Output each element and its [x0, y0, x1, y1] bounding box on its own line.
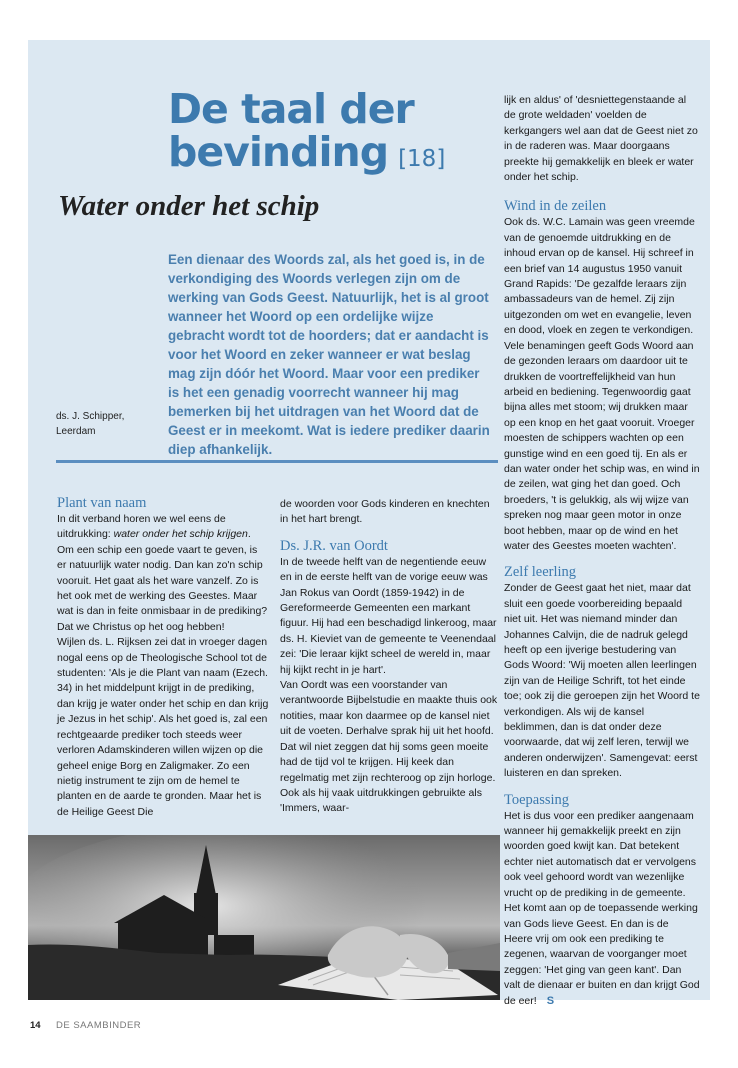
author-place: Leerdam: [56, 426, 96, 437]
emphasis-text: water onder het schip krijgen: [113, 528, 248, 541]
page-number: 14: [30, 1020, 41, 1031]
heading-plant-van-naam: Plant van naam: [57, 495, 147, 511]
article-subtitle: Water onder het schip: [58, 190, 320, 222]
article-title: [168, 85, 488, 181]
text-run: Het is dus voor een prediker aangenaam wanneer hij gemakkelijk preekt en zijn woorden goed kwijt kan. Dat betekent echter niet automatisch dat er vervolgens ook veel gehoord wordt van wezenlijke vrucht op de prediking in de gemeente. Het komt aan op de toepassende werking van Gods lieve Geest. En dan is de Heere vrij om ook een prediking te zegenen, waarvan de voorganger moet zeggen: 'Het ging van geen kant'. Dan valt de dienaar er buiten en dan krijgt God de eer!: [504, 809, 700, 1007]
body-paragraph: Van Oordt was een voorstander van verantwoorde Bijbelstudie en maakte thuis ook notities, maar kon daarmee op de kansel niet uit de voeten. Derhalve sprak hij uit het hoofd. Dat wil niet zeggen dat hij soms geen moeite had de tijd vol te krijgen. Hij keek dan regelmatig met zijn rechteroog op zijn horloge. Ook als hij vaak uitdrukkingen gebruikte als 'Immers, waar-: [280, 679, 498, 815]
column-3: [504, 93, 700, 1009]
heading-toepassing: Toepassing: [504, 791, 570, 808]
photo-illustration: [28, 835, 500, 1000]
section-divider: [56, 460, 498, 463]
author-byline: [56, 409, 124, 439]
title-line-1: De taal der: [168, 85, 414, 133]
body-paragraph: [57, 512, 269, 635]
text-run: . Om een schip een goede vaart te geven, is er natuurlijk water nodig. Dan kan zo'n schip vooruit. Het gaat als het ware vanzelf. Zo is het ook met de werking des Geestes. Maar wat is dan in feite onmisbaar in de prediking? Dat we Christus op het oog hebben!: [57, 528, 268, 633]
body-paragraph: Ook ds. W.C. Lamain was geen vreemde van de genoemde uitdrukking en de inhoud ervan op de kansel. Hij schreef in een brief van 14 augustus 1950 vanuit Grand Rapids: 'De gezalfde leraars zijn ambassadeurs van de hemel. Zij zijn uitgezonden om wet en evangelie, leven en dood, vloek en zegen te verkondigen. Vele benamingen geeft Gods Woord aan de gezonden leraars om daardoor uit te drukken de voortreffelijkheid van hun arbeid en bediening. Tegenwoordig gaat bijna alles met stoom; wij drukken maar op een knop en het gaat vooruit. Vroeger moesten de schippers wachten op een gunstige wind en een goed tij. En als er dan water onder het schip was, en wind in de zeilen, wat ging het dan goed. Och broeders, 't is gelukkig, als wij wijze van spreken nog maar geen motor in onze boot hebben, maar op de wind en het water des Geestes moeten wachten'.: [504, 216, 700, 552]
text-run: In dit verband horen we wel eens de uitdrukking:: [57, 513, 226, 541]
body-paragraph: lijk en aldus' of 'desniettegenstaande al de grote weldaden' voelden de kerkgangers wel aan dat de Geest niet zo in de raderen was. Maar doorgaans preekte hij gemakkelijk en bleek er water onder het schip.: [504, 94, 698, 184]
title-line-2: bevinding: [168, 128, 389, 176]
body-paragraph: [504, 809, 700, 1009]
column-1: [57, 494, 269, 820]
heading-zelf-leerling: Zelf leerling: [504, 564, 577, 581]
column-2: [280, 497, 498, 817]
body-paragraph: Zonder de Geest gaat het niet, maar dat sluit een goede voorbereiding bepaald niet uit. Het was niemand minder dan Johannes Calvijn, die de nadruk gelegd heeft op een ijverige bestudering van Gods Woord: 'Wij moeten allen leerlingen zijn van de Heilige Schrift, tot het einde toe; ook zij die geroepen zijn het Woord te verkondigen. Als wij de kansel beklimmen, dan is dat onder deze voorwaarde, dat wij zelf leren, terwijl we anderen onderwijzen'. Samengevat: eerst luisteren en dan spreken.: [504, 582, 700, 780]
magazine-name: DE SAAMBINDER: [56, 1020, 142, 1031]
church-and-bible-photo: [28, 835, 500, 1000]
intro-paragraph: Een dienaar des Woords zal, als het goed is, in de verkondiging des Woords verlegen zijn om de werking van Gods Geest. Natuurlijk, het is al groot wanneer het Woord op een ordelijke wijze gebracht wordt tot de hoorders; dat er aandacht is voor het Woord en zeker wanneer er wat beslag mag zijn dóór het Woord. Maar voor een prediker is het een genadig voorrecht wanneer hij mag bemerken bij het uitdragen van het Woord dat de Geest er in meekomt. Wat is iedere prediker daarin diep afhankelijk.: [168, 252, 490, 457]
body-paragraph: de woorden voor Gods kinderen en knechten in het hart brengt.: [280, 498, 490, 526]
end-mark-icon: S: [546, 994, 555, 1007]
series-number: [18]: [398, 146, 446, 172]
author-name: ds. J. Schipper,: [56, 411, 125, 422]
body-paragraph: Wijlen ds. L. Rijksen zei dat in vroeger dagen nogal eens op de Theologische School tot de studenten: 'Als je die Plant van naam (Ezech. 34) in het middelpunt krijgt in de prediking, dan krijg je water onder het schip en dan krijg je Jezus in het schip'. Als het goed is, zal een rechtgeaarde prediker toch steeds weer verloren Adamskinderen willen wijzen op die geheel enige Borg en Zaligmaker. Zo een nietig instrument te zijn om de hemel te planten en de aarde te gronden. Maar het is de Heilige Geest Die: [57, 636, 269, 818]
body-paragraph: In de tweede helft van de negentiende eeuw en in de eerste helft van de vorige eeuw was Jan Rokus van Oordt (1859-1942) in de Gereformeerde Gemeenten een markant figuur. Hij had een beschadigd linkeroog, maar ds. H. Kieviet van de gemeente te Veenendaal zei: 'Die leraar kijkt scheel de wereld in, maar hij kijkt recht in je hart'.: [280, 555, 497, 676]
heading-wind-in-de-zeilen: Wind in de zeilen: [504, 198, 607, 215]
heading-van-oordt: Ds. J.R. van Oordt: [280, 537, 388, 554]
